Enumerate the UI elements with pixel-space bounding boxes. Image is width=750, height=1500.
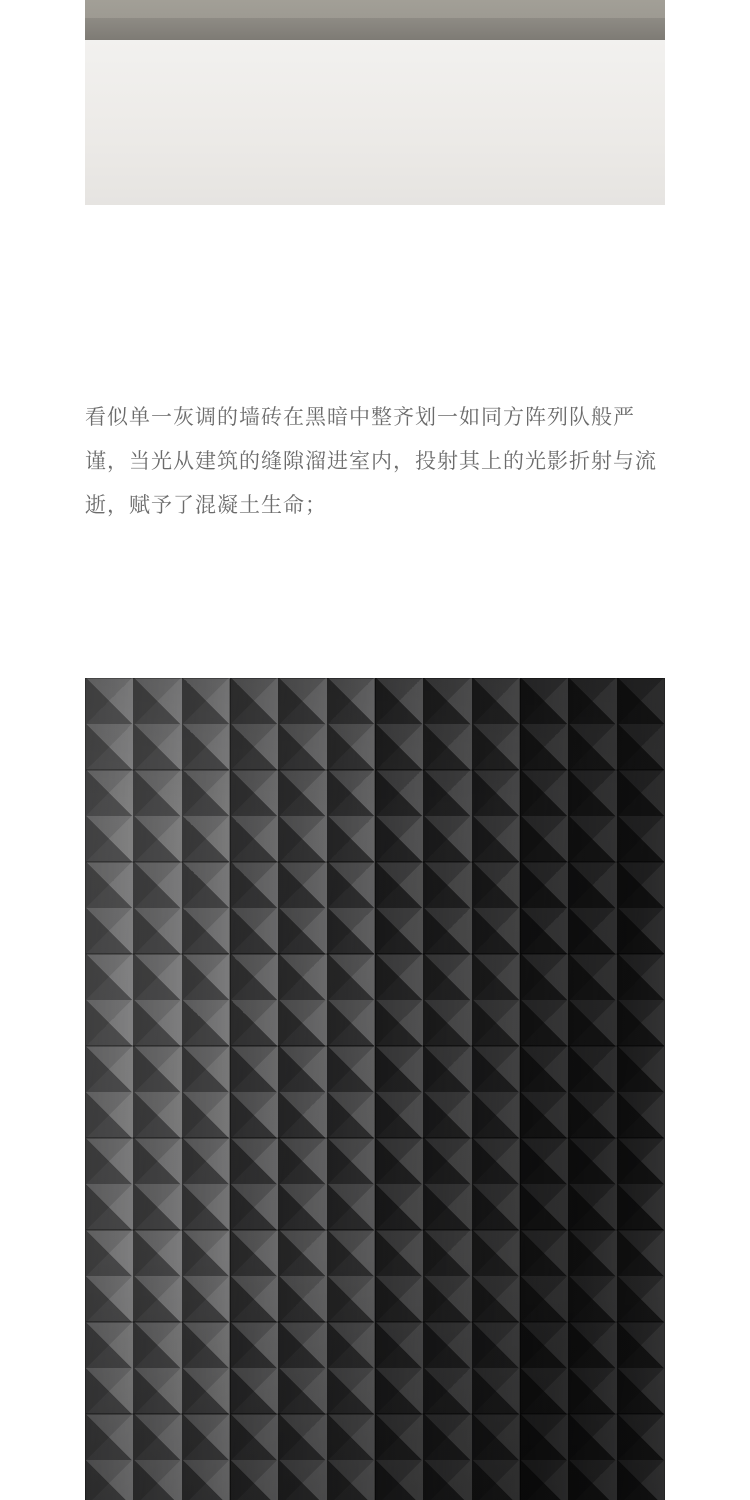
tile-cell <box>230 678 375 770</box>
tile-facet <box>133 770 181 816</box>
tile-facet <box>472 862 520 908</box>
tile-facets <box>375 1414 520 1500</box>
tile-facet <box>278 1460 326 1500</box>
tile-facets <box>520 1138 665 1230</box>
tile-facet <box>182 770 230 816</box>
tile-facet <box>568 862 616 908</box>
tile-facet <box>230 678 278 724</box>
tile-facet <box>133 1092 181 1138</box>
tile-facet <box>423 1000 471 1046</box>
tile-facet <box>278 1046 326 1092</box>
tile-facets <box>520 1046 665 1138</box>
tile-cell <box>375 1230 520 1322</box>
tile-facet <box>472 724 520 770</box>
tile-facet <box>278 816 326 862</box>
tile-facet <box>423 1460 471 1500</box>
tile-facet <box>278 1414 326 1460</box>
tile-facet <box>278 678 326 724</box>
tile-facet <box>375 908 423 954</box>
tile-facet <box>423 954 471 1000</box>
tile-facet <box>327 770 375 816</box>
tile-facets <box>375 770 520 862</box>
tile-facet <box>617 954 665 1000</box>
tile-facet <box>327 954 375 1000</box>
tile-cell <box>375 678 520 770</box>
tile-facet <box>568 816 616 862</box>
tile-facets <box>375 954 520 1046</box>
tile-facets <box>230 1414 375 1500</box>
tile-facet <box>617 908 665 954</box>
tile-facet <box>568 770 616 816</box>
tile-facet <box>423 816 471 862</box>
tile-facet <box>85 1138 133 1184</box>
tile-facet <box>375 816 423 862</box>
tile-facets <box>375 1322 520 1414</box>
tile-facet <box>133 908 181 954</box>
tile-facet <box>278 1322 326 1368</box>
tile-facet <box>375 770 423 816</box>
tile-cell <box>85 1230 230 1322</box>
tile-facet <box>278 908 326 954</box>
tile-facet <box>133 1138 181 1184</box>
tile-facet <box>375 678 423 724</box>
interior-scene-photo <box>85 0 665 205</box>
tile-facet <box>472 678 520 724</box>
pyramid-tile-wall-photo <box>85 678 665 1500</box>
tile-facet <box>85 724 133 770</box>
tile-facet <box>568 1230 616 1276</box>
tile-facets <box>520 678 665 770</box>
tile-facet <box>133 1046 181 1092</box>
tile-facet <box>520 908 568 954</box>
tile-facet <box>617 1046 665 1092</box>
tile-cell <box>85 1138 230 1230</box>
tile-facets <box>520 770 665 862</box>
tile-cell <box>375 1046 520 1138</box>
tile-facet <box>85 1414 133 1460</box>
tile-cell <box>520 954 665 1046</box>
tile-facet <box>327 862 375 908</box>
tile-facet <box>617 1184 665 1230</box>
tile-facet <box>133 678 181 724</box>
tile-facet <box>327 816 375 862</box>
tile-facet <box>182 862 230 908</box>
tile-facet <box>568 954 616 1000</box>
tile-facets <box>85 770 230 862</box>
tile-facet <box>520 1276 568 1322</box>
tile-facet <box>568 1414 616 1460</box>
tile-facet <box>617 1138 665 1184</box>
tile-facet <box>520 1000 568 1046</box>
tile-facets <box>85 678 230 770</box>
tile-facet <box>375 1138 423 1184</box>
tile-facet <box>568 1184 616 1230</box>
tile-facet <box>182 816 230 862</box>
tile-facet <box>133 1276 181 1322</box>
tile-facet <box>133 816 181 862</box>
tile-facet <box>278 1138 326 1184</box>
tile-facet <box>617 1000 665 1046</box>
tile-facet <box>230 816 278 862</box>
tile-facet <box>617 1092 665 1138</box>
tile-facet <box>278 1000 326 1046</box>
tile-facet <box>182 1138 230 1184</box>
tile-facet <box>617 816 665 862</box>
tile-facet <box>375 1368 423 1414</box>
tile-cell <box>85 862 230 954</box>
tile-facet <box>230 954 278 1000</box>
tile-facets <box>375 678 520 770</box>
tile-facet <box>617 1230 665 1276</box>
tile-facets <box>85 1230 230 1322</box>
tile-facet <box>520 1322 568 1368</box>
tile-facet <box>520 770 568 816</box>
tile-facet <box>85 1230 133 1276</box>
tile-facet <box>520 1414 568 1460</box>
tile-facet <box>230 724 278 770</box>
tile-facet <box>375 1460 423 1500</box>
tile-facet <box>230 1276 278 1322</box>
tile-facet <box>327 1368 375 1414</box>
tile-facet <box>472 816 520 862</box>
tile-facet <box>375 1184 423 1230</box>
tile-facet <box>133 862 181 908</box>
tile-facet <box>85 770 133 816</box>
tile-facet <box>472 1322 520 1368</box>
tile-facet <box>327 1460 375 1500</box>
tile-cell <box>520 770 665 862</box>
tile-facet <box>278 724 326 770</box>
tile-grid <box>85 678 665 1500</box>
tile-cell <box>85 1046 230 1138</box>
tile-facet <box>568 1368 616 1414</box>
tile-facet <box>375 1276 423 1322</box>
tile-facet <box>568 1322 616 1368</box>
tile-facet <box>472 908 520 954</box>
tile-facet <box>472 1138 520 1184</box>
tile-facet <box>617 862 665 908</box>
tile-facet <box>278 1276 326 1322</box>
tile-cell <box>520 678 665 770</box>
tile-facet <box>423 1230 471 1276</box>
tile-facet <box>230 1322 278 1368</box>
tile-facet <box>617 724 665 770</box>
tile-facets <box>375 1230 520 1322</box>
tile-facet <box>327 1414 375 1460</box>
tile-facets <box>85 954 230 1046</box>
tile-facet <box>230 1460 278 1500</box>
tile-facet <box>375 862 423 908</box>
tile-cell <box>230 770 375 862</box>
tile-facets <box>520 862 665 954</box>
tile-facet <box>327 1276 375 1322</box>
tile-facet <box>327 1046 375 1092</box>
tile-facet <box>423 724 471 770</box>
tile-facet <box>423 770 471 816</box>
tile-facet <box>423 1092 471 1138</box>
tile-facet <box>617 1414 665 1460</box>
tile-facet <box>278 770 326 816</box>
tile-facet <box>182 908 230 954</box>
tile-facet <box>423 908 471 954</box>
tile-facet <box>85 954 133 1000</box>
tile-facet <box>520 724 568 770</box>
tile-facet <box>568 1276 616 1322</box>
tile-facet <box>375 1046 423 1092</box>
tile-facet <box>520 954 568 1000</box>
tile-facet <box>520 1184 568 1230</box>
tile-cell <box>85 1414 230 1500</box>
tile-facet <box>423 1322 471 1368</box>
tile-facet <box>472 1460 520 1500</box>
tile-facet <box>182 1322 230 1368</box>
tile-facet <box>568 724 616 770</box>
tile-facet <box>230 1184 278 1230</box>
tile-facet <box>568 1460 616 1500</box>
tile-facet <box>472 1184 520 1230</box>
tile-facet <box>472 1230 520 1276</box>
tile-facet <box>133 1000 181 1046</box>
tile-facet <box>230 908 278 954</box>
tile-facet <box>278 1230 326 1276</box>
tile-facet <box>327 1000 375 1046</box>
tile-facets <box>520 954 665 1046</box>
tile-facet <box>230 1414 278 1460</box>
tile-facet <box>278 954 326 1000</box>
tile-facet <box>617 1276 665 1322</box>
tile-facet <box>230 1138 278 1184</box>
tile-facet <box>472 770 520 816</box>
tile-facet <box>520 1230 568 1276</box>
tile-facet <box>327 1092 375 1138</box>
tile-cell <box>375 1322 520 1414</box>
tile-facet <box>520 1092 568 1138</box>
tile-facet <box>520 1138 568 1184</box>
tile-facet <box>182 678 230 724</box>
tile-facet <box>375 1000 423 1046</box>
tile-facet <box>423 1368 471 1414</box>
tile-facet <box>133 954 181 1000</box>
tile-facet <box>85 1000 133 1046</box>
tile-facets <box>375 1138 520 1230</box>
tile-facet <box>85 1322 133 1368</box>
tile-facet <box>230 1368 278 1414</box>
tile-cell <box>520 1322 665 1414</box>
tile-facet <box>182 1414 230 1460</box>
tile-facet <box>278 1092 326 1138</box>
tile-facet <box>85 678 133 724</box>
tile-facet <box>182 1230 230 1276</box>
tile-facet <box>182 1276 230 1322</box>
tile-facets <box>520 1230 665 1322</box>
tile-facet <box>230 1230 278 1276</box>
tile-facet <box>423 1414 471 1460</box>
tile-facet <box>617 678 665 724</box>
tile-facet <box>327 1184 375 1230</box>
tile-facet <box>182 1460 230 1500</box>
tile-facets <box>230 1322 375 1414</box>
tile-facet <box>423 862 471 908</box>
tile-facet <box>85 862 133 908</box>
tile-facet <box>230 1000 278 1046</box>
tile-cell <box>230 1230 375 1322</box>
tile-facet <box>133 1184 181 1230</box>
tile-facet <box>133 1368 181 1414</box>
tile-facet <box>327 1230 375 1276</box>
tile-cell <box>520 862 665 954</box>
tile-facet <box>85 908 133 954</box>
tile-cell <box>85 1322 230 1414</box>
tile-cell <box>85 770 230 862</box>
tile-facet <box>568 1092 616 1138</box>
tile-facets <box>85 1414 230 1500</box>
tile-facet <box>182 724 230 770</box>
tile-facet <box>472 1368 520 1414</box>
tile-facet <box>85 1460 133 1500</box>
tile-cell <box>230 862 375 954</box>
tile-facets <box>375 862 520 954</box>
tile-facet <box>230 1046 278 1092</box>
tile-facet <box>85 1046 133 1092</box>
tile-cell <box>375 1138 520 1230</box>
tile-facets <box>85 1046 230 1138</box>
tile-facet <box>568 908 616 954</box>
tile-facets <box>375 1046 520 1138</box>
tile-cell <box>375 954 520 1046</box>
tile-facet <box>375 724 423 770</box>
tile-cell <box>375 1414 520 1500</box>
concrete-bench-face <box>85 18 665 40</box>
tile-facet <box>472 1000 520 1046</box>
tile-facet <box>85 1184 133 1230</box>
interior-render <box>85 0 665 205</box>
floor <box>85 40 665 205</box>
tile-facet <box>182 1368 230 1414</box>
tile-facet <box>85 816 133 862</box>
tile-facet <box>133 1414 181 1460</box>
tile-cell <box>520 1138 665 1230</box>
tile-cell <box>230 1414 375 1500</box>
tile-facet <box>520 816 568 862</box>
tile-facets <box>520 1322 665 1414</box>
tile-facet <box>375 1230 423 1276</box>
tile-facet <box>327 908 375 954</box>
tile-facet <box>327 1322 375 1368</box>
tile-facet <box>182 1092 230 1138</box>
tile-cell <box>85 954 230 1046</box>
tile-facet <box>423 678 471 724</box>
tile-facet <box>472 954 520 1000</box>
tile-facet <box>230 770 278 816</box>
tile-facet <box>472 1414 520 1460</box>
tile-facet <box>375 954 423 1000</box>
tile-facet <box>568 1046 616 1092</box>
tile-facet <box>423 1046 471 1092</box>
tile-facet <box>85 1276 133 1322</box>
tile-cell <box>520 1414 665 1500</box>
tile-facets <box>85 1138 230 1230</box>
tile-facet <box>472 1092 520 1138</box>
tile-facet <box>617 1368 665 1414</box>
tile-facet <box>85 1092 133 1138</box>
tile-facet <box>278 862 326 908</box>
tile-facet <box>472 1046 520 1092</box>
tile-facet <box>617 1322 665 1368</box>
tile-facet <box>85 1368 133 1414</box>
tile-facet <box>133 1230 181 1276</box>
tile-facet <box>182 954 230 1000</box>
tile-facets <box>230 1046 375 1138</box>
tile-facet <box>520 862 568 908</box>
tile-facets <box>230 678 375 770</box>
tile-facet <box>182 1184 230 1230</box>
tile-facet <box>182 1000 230 1046</box>
tile-facet <box>133 724 181 770</box>
tile-facet <box>230 1092 278 1138</box>
tile-cell <box>230 1322 375 1414</box>
tile-facet <box>278 1184 326 1230</box>
tile-facets <box>230 1138 375 1230</box>
tile-facets <box>85 1322 230 1414</box>
tile-facet <box>520 1460 568 1500</box>
tile-facet <box>327 678 375 724</box>
tile-cell <box>230 1138 375 1230</box>
tile-cell <box>230 1046 375 1138</box>
tile-facet <box>423 1184 471 1230</box>
tile-facet <box>472 1276 520 1322</box>
tile-facet <box>520 1046 568 1092</box>
tile-facet <box>375 1322 423 1368</box>
tile-facet <box>327 724 375 770</box>
tile-cell <box>230 954 375 1046</box>
tile-facets <box>230 1230 375 1322</box>
description-paragraph: 看似单一灰调的墙砖在黑暗中整齐划一如同方阵列队般严谨，当光从建筑的缝隙溜进室内，投射其上的光影折射与流逝，赋予了混凝土生命； <box>85 406 657 517</box>
tile-facet <box>568 678 616 724</box>
tile-cell <box>375 770 520 862</box>
tile-facet <box>617 770 665 816</box>
tile-facet <box>327 1138 375 1184</box>
tile-facet <box>375 1092 423 1138</box>
tile-facets <box>230 954 375 1046</box>
tile-facet <box>230 862 278 908</box>
tile-cell <box>85 678 230 770</box>
tile-facet <box>375 1414 423 1460</box>
tile-facet <box>568 1138 616 1184</box>
tile-facet <box>423 1276 471 1322</box>
tile-facets <box>230 770 375 862</box>
tile-cell <box>520 1230 665 1322</box>
tile-facet <box>133 1322 181 1368</box>
tile-cell <box>375 862 520 954</box>
tile-facet <box>520 1368 568 1414</box>
tile-facet <box>423 1138 471 1184</box>
tile-facet <box>278 1368 326 1414</box>
tile-facet <box>133 1460 181 1500</box>
tile-facet <box>568 1000 616 1046</box>
tile-facets <box>520 1414 665 1500</box>
tile-facets <box>230 862 375 954</box>
tile-facet <box>520 678 568 724</box>
concrete-bench-top <box>85 0 665 19</box>
tile-facet <box>182 1046 230 1092</box>
tile-facet <box>617 1460 665 1500</box>
tile-cell <box>520 1046 665 1138</box>
tile-facets <box>85 862 230 954</box>
